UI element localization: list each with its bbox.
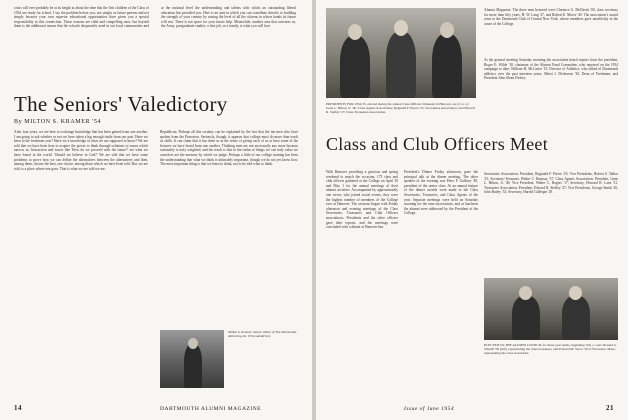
meeting-column-b: President's Dinner Friday afternoon, gave the principal talk at the dinner meeting. The other speaker of the evening was Peter F. Gaffney '49, president of the senior class. At an annual feature of the dinner awards were made to the Class Secretaries, Treasurers, and Class Agents of the year. Separate meetings were held on Saturday morning for the nine associations, and at luncheon the alumni were addressed by the President of the College.: [404, 170, 478, 216]
president-figure-3: [432, 34, 462, 98]
president-face-3: [440, 22, 454, 38]
council-photo: [484, 278, 618, 340]
presidents-photo: [326, 8, 476, 98]
president-face-1: [348, 24, 362, 40]
president-face-2: [394, 20, 408, 36]
article-title: The Seniors' Valedictory: [14, 92, 228, 116]
photo-caption: Milton S. Kramer, Senior editor of The Dartmouth, delivering the 1954 valedictory.: [228, 330, 297, 339]
left-page: [0, 0, 312, 420]
council-caption: ELECTED TO THE ALUMNI COUNCIL for three-year terms, beginning July 1, were Donald G. Scheidt '06 (left), representing the class treasurers, and Edward M. Snow '30 of Worcester, Mass., representing the class secretaries.: [484, 343, 618, 356]
right-top-column: At the general meeting Saturday morning the association heard reports from the president, Roger E. Wilde '10, chairman of the Alumni Fund Committee, who reported on the 1954 campaign to date; William H. McCarter '19, Director of Athletics, who talked of Dartmouth athletics over the past nineteen years; Albert I. Dickerson '30, Dean of Freshmen; and President John Sloan Dickey.: [484, 58, 618, 81]
president-figure-1: [340, 36, 370, 98]
meeting-title: Class and Club Officers Meet: [326, 134, 549, 154]
right-intro-column: Alumni Magazine. The three men honored were Clarence G. McDavitt '00, class secretary for more than fifty years, H. W. Lang '27, and Robert E. Morse '40. The association's award went to the Dartmouth Club of Central New York, whose members gave unselfishly in the cause of the College.: [484, 8, 618, 26]
meeting-column-a: With Hanover providing a gracious and spring weekend to match the occasion, 175 class and club officers gathered at the College on April 30 and May 1 for the annual meetings of their alumni societies. Accompanied by approximately one wives, who joined social events, they were the highest number of members of the College ever at Hanover. The sessions began with Friday afternoon and evening meetings of the Class Secretaries, Treasurers and Club Officers associations. Presidents and the other officers gave their reports, and the meetings were concluded with a dinner at Hanover Inn.: [326, 170, 398, 230]
right-page: [316, 0, 628, 420]
right-footer-issue: Issue of June 1954: [404, 406, 455, 412]
right-folio: 21: [606, 404, 614, 412]
left-folio: 14: [14, 404, 22, 412]
council-face-2: [569, 286, 582, 300]
intro-text: crisis will ever probably be at its height at about the time that the first children of the Class of 1954 are ready for school. I say the problem before you, not simply as future parents and not simply because your own superior educational opportunities have given you a special responsibility in this connection. These reasons are valid and compelling ones, but beyond them is the additional reason that the schools desperately need in our local communities and at the national level the understanding and talents with which an outstanding liberal education has provided you. Here is an area in which you can contribute directly to building the strength of your country by raising the level of all the citizens in whose hands its future will rest. There is not space for your future help. Meanwhile, another area that concerns us, the Army, postgraduate studies, a first job, or a family, is what you will face.: [14, 6, 296, 29]
speaker-figure: [184, 344, 202, 388]
president-figure-2: [386, 32, 416, 98]
left-footer: [14, 404, 22, 412]
officers-list-column: Secretaries Association: President, Reginald F. Pierce '25; Vice Presidents, Robert S. Talbot '25, Secretary-Treasurer, Walter C. Ramsay '37. Class Agents Association: President, Gene L. Hilton, Jr. '40; Vice President, Walter C. Rogers '17; Secretary, Howard R. Lane '31. Treasurers Association: President, Edward R. Steffey '27; Vice Presidents, George Smith '20, John Bailey '33; Secretary, Harold Gillespie '29.: [484, 172, 618, 195]
column-2: Republican. Perhaps all this scrutiny can be explained by the fact that the ten men who have spoken from the Princeton. Seriously, though, it appears that college must do more than teach us skills. It can claim that it has done so in the sense of giving each of us at least some of the lectures we have heard from one another. Thinking men are not necessarily any more because rationality is truly weighted, and the result is that in the realm of things we can truly value we ourselves are the measure by which we judge. Perhaps a little of our college training has been the understanding that what we think is ultimately important, though we do not yet know how. The most important thing is that we learn to think, not to be told what to think.: [160, 130, 298, 167]
presidents-caption: PRESIDENTS FOR 1954-55, elected during the annual Class Officers Weekend in Hanover, are (l. to r.): Gene L. Hilton, Jr. '40, Class Agents Association; Reginald F. Pierce '25, Secretaries Association; and Edward R. Steffey '27, Class Treasurers Association.: [326, 102, 475, 115]
speaker-face: [188, 338, 198, 349]
byline: By MILTON S. KRAMER '54: [14, 119, 102, 125]
column-1: After four years, we are here to exchange knowledge that has been gained from one another. I am going to ask whether or not we have taken a big enough stride from our past. Have we been to the freshman year? Have we a knowledge of what we are supposed to know? We are told that we have been here to acquire the power to think through solutions to issues which narrow us. Instruction and issues like 'How do we proceed with the future?' are what we have found in the world. 'Should we believe in God?' We are told that we have some problems to prove how we can define the alternatives between the alternatives and then, among them, choose the best, one choice, among those which we have been told. But, we are told, is a place where one goes. That is what we are told we are.: [14, 130, 148, 171]
valedictorian-photo: [160, 330, 224, 388]
council-face-1: [519, 286, 532, 300]
right-footer: [606, 404, 614, 412]
left-footer-title: DARTMOUTH ALUMNI MAGAZINE: [160, 406, 262, 412]
council-figure-1: [512, 296, 540, 340]
council-figure-2: [562, 296, 590, 340]
